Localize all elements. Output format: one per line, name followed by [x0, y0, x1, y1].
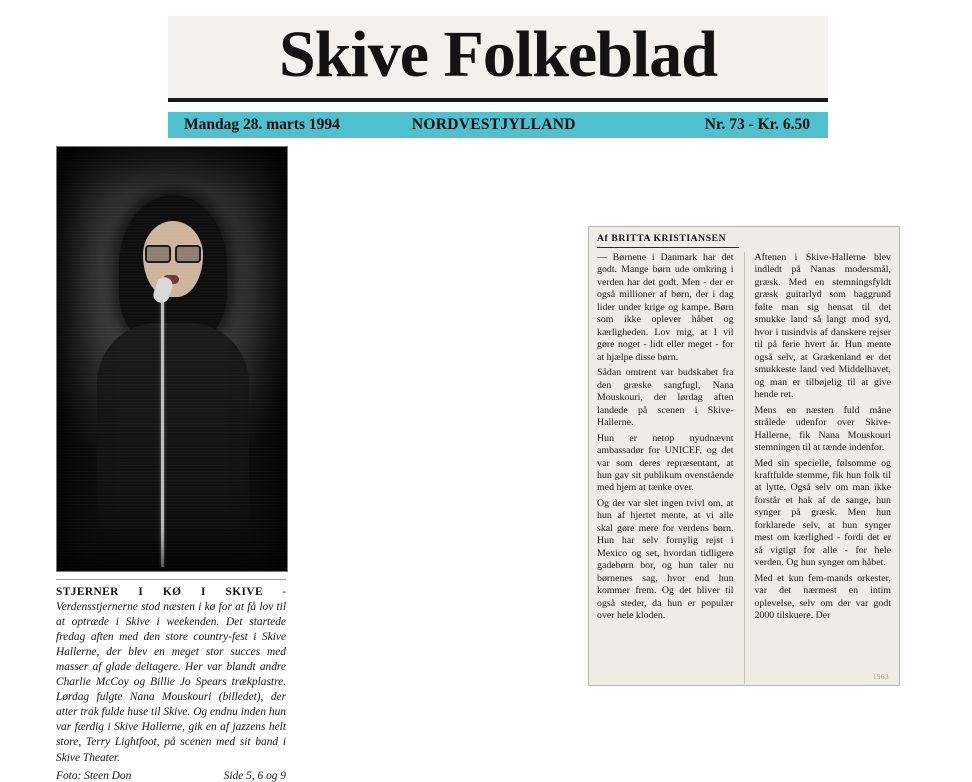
photo-column [56, 146, 286, 782]
clipping-stamp: 1963 [873, 673, 889, 681]
article-paragraph: Med sin specielle, følsomme og kraftfulde stemme, fik hun folk til at lytte. Også selv om man ikke forstår et hak af de sange, hun synger på græsk. Men hun forklarede selv, at hun synger mest om kærlighed - fordi det er så vigtigt for alle - for hele verden. Og hun synger om håbet. [754, 457, 891, 569]
masthead-info-bar [168, 112, 828, 138]
caption-headline: STJERNER I KØ I SKIVE [56, 586, 263, 598]
article-paragraph: Aftenen i Skive-Hallerne blev indledt på Nanas modersmål, græsk. Med en stemningsfyldt græsk guitarlyd som baggrund følte man sig hensat til det smukke land så langt mod syd, hvor i tusindvis af danskere rejser til på ferie hvert år. Hun mente også selv, at Grækenland er det smukkeste land ved Middelhavet, og man er tilbøjelig til at give hende ret. [754, 252, 891, 401]
article-column-1 [597, 252, 734, 684]
article-paragraph: Sådan omtrent var budskabet fra den græske sangfugl, Nana Mouskouri, der lørdag aften landede på scenen i Skive-Hallerne. [597, 367, 734, 429]
article-paragraph: Mens en næsten fuld måne strålede udenfor over Skive-Hallerne, fik Nana Mouskouri stemningen til at tænde indenfor. [754, 404, 891, 454]
issue-and-price: Nr. 73 - Kr. 6.50 [704, 116, 810, 133]
photo-credit: Foto: Steen Don [56, 769, 132, 782]
article-clipping [588, 226, 900, 686]
caption-footer [56, 770, 286, 782]
article-paragraph: Hun er netop nyudnævnt ambassadør for UNICEF, og det var som deres repræsentant, at hun gav sit publikum ovenstående med hjem at tænke over. [597, 432, 734, 494]
newspaper-masthead [168, 16, 828, 102]
article-columns [597, 252, 891, 684]
article-paragraph: Og der var slet ingen tvivl om, at hun af hjertet mente, at vi alle skal gøre mere for verdens børn. Hun har selv fornylig rejst i Mexico og set, hvordan tidligere gadebørn bor, og hun taler nu børnenes sag, hvor end hun kommer frem. Og det bliver til også steder, da hun er populær over hele kloden. [597, 497, 734, 622]
publication-date: Mandag 28. marts 1994 [184, 116, 340, 133]
column-divider [744, 252, 745, 684]
photo-vignette [57, 147, 287, 571]
caption-body: - Verdensstjernerne stod næsten i kø for at få lov til at optræde i Skive i weekenden. Det startede fredag aften med den store country-fest i Skive Hallerne, der blev en meget stor succes med masser af glade deltagere. Her var blandt andre Charlie McCoy og Billie Jo Spears trækplastre. Lørdag fulgte Nana Mouskouri (billedet), der atter trak fulde huse til Skive. Og endnu inden hun var færdig i Skive Hallerne, gik en af jazzens helt store, Terry Lightfoot, på scenen med sit band i Skive Theater. [56, 586, 286, 764]
concert-photo [56, 146, 288, 572]
article-paragraph: Med et kun fem-mands orkester, var det nærmest en intim oplevelse, selv om der var godt 2000 tilskuere. Der [754, 572, 891, 622]
region-label: NORDVESTJYLLAND [411, 116, 576, 133]
photo-caption [56, 579, 286, 766]
article-paragraph: — Børnene i Danmark har det godt. Mange børn ude omkring i verden har det godt. Men - der er også millioner af børn, der i dag lider under krige og kampe. Børn som ikke oplever håbet og kærligheden. Lov mig, at I vil gøre noget - lidt eller meget - for at hjælpe disse børn. [597, 252, 734, 363]
page-reference: Side 5, 6 og 9 [223, 769, 286, 782]
article-column-2 [754, 252, 891, 684]
newspaper-title: Skive Folkeblad [279, 18, 717, 91]
article-byline: Af BRITTA KRISTIANSEN [597, 233, 739, 248]
